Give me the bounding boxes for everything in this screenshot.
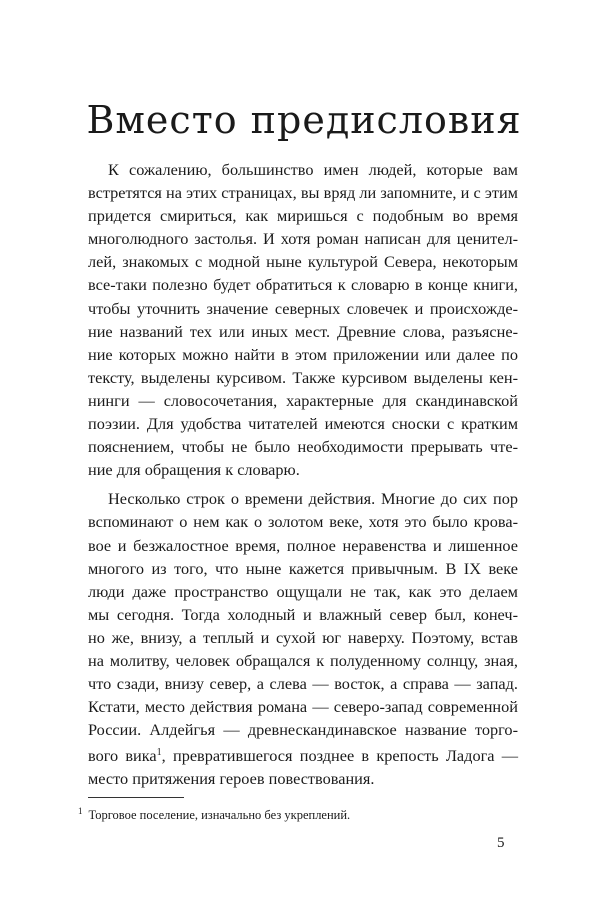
text-line: Несколько строк о времени действия. Многие до сих пор xyxy=(108,489,518,509)
text-line: встретятся на этих страницах, вы вряд ли запомните, и с этим xyxy=(88,183,518,203)
paragraph-1 xyxy=(88,158,518,481)
text-line: на молитву, человек обращался к полуденному солнцу, зная, xyxy=(88,650,518,670)
text-line: люди даже пространство ощущали не так, как это делаем xyxy=(88,581,518,601)
text-line: многого из того, что ныне кажется привычным. В IX веке xyxy=(88,558,518,578)
text-line-with-footnote xyxy=(88,741,518,767)
text-line: место притяжения героев повествования. xyxy=(88,769,375,789)
chapter-title: Вместо предисловия xyxy=(86,98,522,142)
text-fragment: , превратившегося позднее в крепость Ладога — xyxy=(161,746,519,766)
text-line: многолюдного застолья. И хотя роман написан для ценител- xyxy=(88,229,518,249)
text-line: К сожалению, большинство имен людей, которые вам xyxy=(108,160,518,179)
footnote-mark: 1 xyxy=(78,806,83,816)
text-line: тексту, выделены курсивом. Также курсивом выделены кен- xyxy=(88,367,518,387)
text-line: России. Алдейгья — древнескандинавское название торго- xyxy=(88,720,518,740)
text-fragment: вого вика xyxy=(88,746,157,766)
text-line: вое и безжалостное время, полное неравенства и лишенное xyxy=(88,535,518,555)
text-line: нинги — словосочетания, характерные для скандинавской xyxy=(88,390,518,410)
text-line: что сзади, внизу север, а слева — восток, а справа — запад. xyxy=(88,674,518,694)
footnote-reference[interactable]: 1 xyxy=(156,747,162,759)
text-line: пояснением, чтобы не было необходимости прерывать чте- xyxy=(88,437,518,457)
text-line: мы сегодня. Тогда холодный и влажный север был, конеч- xyxy=(88,604,518,624)
text-line: Кстати, место действия романа — северо-запад современной xyxy=(88,697,518,717)
text-line: все-таки полезно будет обратиться к словарю в конце книги, xyxy=(88,275,518,295)
text-line: но же, внизу, а теплый и сухой юг наверху. Поэтому, встав xyxy=(88,627,518,647)
text-line: чтобы уточнить значение северных словечек и происхожде- xyxy=(88,298,518,318)
text-line: лей, знакомых с модной ныне культурой Севера, некоторым xyxy=(88,252,518,272)
text-line: ние названий тех или иных мест. Древние слова, разъясне- xyxy=(88,321,518,341)
text-line: поэзии. Для удобства читателей имеются сноски с кратким xyxy=(88,414,518,434)
paragraph-2 xyxy=(88,487,518,790)
footnote-divider xyxy=(88,797,184,798)
page-number: 5 xyxy=(497,835,505,851)
text-line: вспоминают о нем как о золотом веке, хотя это было крова- xyxy=(88,512,518,532)
text-line: ние которых можно найти в этом приложении или далее по xyxy=(88,344,518,364)
body-text xyxy=(88,158,518,797)
text-line: придется смириться, как миришься с подобным во время xyxy=(88,206,518,226)
footnote xyxy=(78,803,350,823)
text-line: ние для обращения к словарю. xyxy=(88,460,300,480)
footnote-text: Торговое поселение, изначально без укреплений. xyxy=(88,808,351,822)
